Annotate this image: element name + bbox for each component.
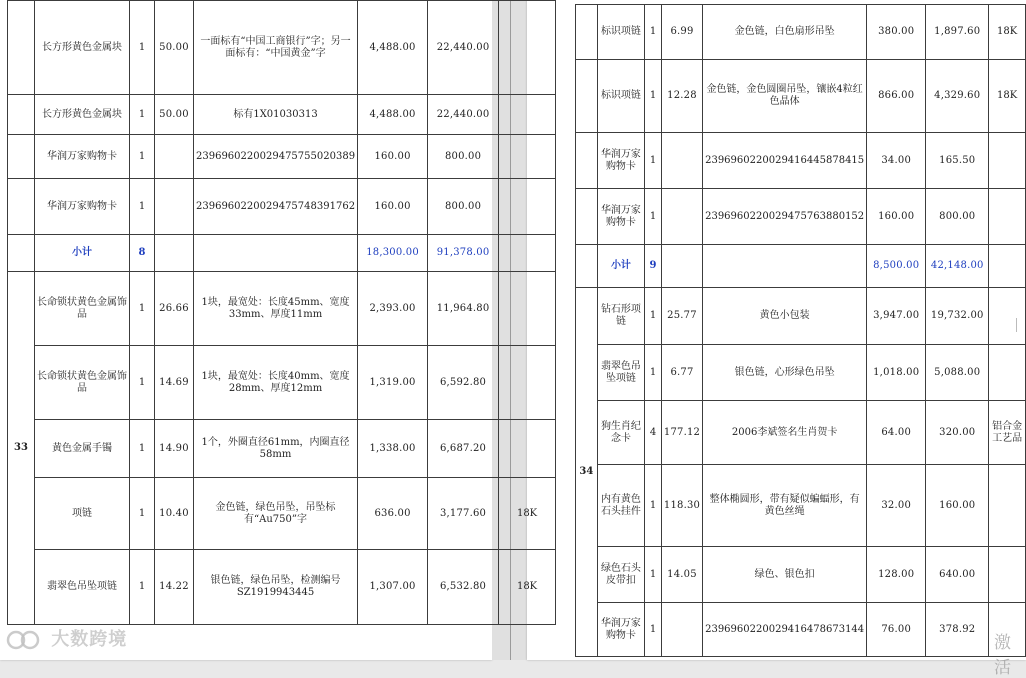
item-qty: 1	[645, 603, 662, 657]
item-weight: 14.22	[155, 550, 194, 625]
group-cell	[576, 189, 598, 245]
item-name: 钻石形项链	[597, 288, 644, 345]
item-note	[499, 1, 556, 95]
item-total: 160.00	[926, 465, 989, 547]
item-qty: 1	[645, 465, 662, 547]
item-unit-price: 64.00	[867, 401, 926, 465]
item-qty: 1	[130, 179, 155, 235]
table-row	[576, 465, 1026, 547]
watermark-text: 大数跨境	[51, 629, 128, 650]
item-desc: 银色链，心形绿色吊坠	[703, 345, 867, 401]
group-cell	[576, 60, 598, 133]
item-unit-price: 76.00	[867, 603, 926, 657]
subtotal-row	[8, 235, 556, 272]
table-row	[8, 272, 556, 346]
item-desc: 1块，最宽处：长度45mm、宽度33mm、厚度11mm	[194, 272, 358, 346]
item-total: 6,532.80	[428, 550, 499, 625]
item-unit-price: 160.00	[358, 179, 428, 235]
item-desc: 银色链，绿色吊坠，检测编号SZ1919943445	[194, 550, 358, 625]
item-name: 标识项链	[597, 60, 644, 133]
item-total: 3,177.60	[428, 478, 499, 550]
item-desc: 金色链，金色圆圈吊坠，镶嵌4粒红色晶体	[703, 60, 867, 133]
item-note	[499, 95, 556, 135]
inventory-table-left	[7, 0, 556, 625]
group-number: 34	[576, 288, 598, 657]
item-note	[499, 272, 556, 346]
watermark-logo-icon	[6, 629, 44, 651]
table-row	[576, 401, 1026, 465]
item-qty: 1	[130, 135, 155, 179]
subtotal-row	[576, 245, 1026, 288]
group-cell	[8, 1, 35, 95]
item-total: 320.00	[926, 401, 989, 465]
group-cell	[8, 179, 35, 235]
item-unit-price: 4,488.00	[358, 95, 428, 135]
item-desc: 金色链，白色扇形吊坠	[703, 5, 867, 60]
item-desc: 黄色小包装	[703, 288, 867, 345]
table-row	[576, 133, 1026, 189]
item-total: 6,687.20	[428, 420, 499, 478]
item-unit-price: 34.00	[867, 133, 926, 189]
subtotal-unit-price: 18,300.00	[358, 235, 428, 272]
item-weight: 14.90	[155, 420, 194, 478]
item-name: 华润万家购物卡	[597, 603, 644, 657]
item-unit-price: 1,307.00	[358, 550, 428, 625]
item-qty: 4	[645, 401, 662, 465]
item-total: 6,592.80	[428, 346, 499, 420]
item-name: 华润万家购物卡	[597, 133, 644, 189]
item-unit-price: 1,319.00	[358, 346, 428, 420]
item-note	[989, 133, 1026, 189]
item-unit-price: 866.00	[867, 60, 926, 133]
inventory-table-right	[575, 4, 1026, 657]
item-weight	[155, 179, 194, 235]
item-weight: 10.40	[155, 478, 194, 550]
item-name: 黄色金属手镯	[35, 420, 130, 478]
item-total: 640.00	[926, 547, 989, 603]
activation-hint: 激活	[994, 633, 1011, 678]
item-note: 18K	[989, 5, 1026, 60]
item-qty: 1	[645, 345, 662, 401]
group-cell	[576, 133, 598, 189]
item-note	[989, 465, 1026, 547]
item-total: 165.50	[926, 133, 989, 189]
item-weight: 50.00	[155, 1, 194, 95]
item-qty: 1	[130, 346, 155, 420]
table-row	[8, 420, 556, 478]
item-weight: 6.77	[661, 345, 702, 401]
item-desc: 金色链，绿色吊坠，吊坠标有“Au750”字	[194, 478, 358, 550]
item-desc: 整体椭圆形，带有疑似蝙蝠形，有黄色丝绳	[703, 465, 867, 547]
table-row	[576, 288, 1026, 345]
item-total: 5,088.00	[926, 345, 989, 401]
item-unit-price: 160.00	[867, 189, 926, 245]
item-note	[499, 179, 556, 235]
item-desc: 2006李斌签名生肖贺卡	[703, 401, 867, 465]
item-desc: 标有1X01030313	[194, 95, 358, 135]
item-name: 内有黄色石头挂件	[597, 465, 644, 547]
item-unit-price: 4,488.00	[358, 1, 428, 95]
table-row	[576, 547, 1026, 603]
table-row	[576, 60, 1026, 133]
item-unit-price: 636.00	[358, 478, 428, 550]
item-total: 378.92	[926, 603, 989, 657]
item-name: 长方形黄色金属块	[35, 95, 130, 135]
table-row	[8, 95, 556, 135]
item-name: 长命锁状黄色金属饰品	[35, 346, 130, 420]
table-row	[8, 1, 556, 95]
item-unit-price: 160.00	[358, 135, 428, 179]
item-weight: 50.00	[155, 95, 194, 135]
item-qty: 1	[645, 189, 662, 245]
item-unit-price: 3,947.00	[867, 288, 926, 345]
item-name: 狗生肖纪念卡	[597, 401, 644, 465]
item-desc: 2396960220029475755020389	[194, 135, 358, 179]
item-unit-price: 1,018.00	[867, 345, 926, 401]
item-weight: 25.77	[661, 288, 702, 345]
group-cell	[8, 95, 35, 135]
item-desc: 2396960220029475763880152	[703, 189, 867, 245]
subtotal-label: 小计	[35, 235, 130, 272]
table-row	[576, 5, 1026, 60]
item-qty: 1	[130, 420, 155, 478]
item-qty: 1	[645, 133, 662, 189]
table-row	[8, 179, 556, 235]
item-weight	[661, 189, 702, 245]
item-desc: 1块，最宽处：长度40mm、宽度28mm、厚度12mm	[194, 346, 358, 420]
item-qty: 1	[130, 550, 155, 625]
item-weight: 118.30	[661, 465, 702, 547]
subtotal-total: 91,378.00	[428, 235, 499, 272]
item-total: 22,440.00	[428, 95, 499, 135]
item-note	[989, 189, 1026, 245]
item-name: 项链	[35, 478, 130, 550]
item-name: 华润万家购物卡	[597, 189, 644, 245]
group-cell	[8, 135, 35, 179]
table-row	[576, 345, 1026, 401]
item-qty: 1	[130, 1, 155, 95]
item-name: 长命锁状黄色金属饰品	[35, 272, 130, 346]
item-note	[989, 547, 1026, 603]
item-unit-price: 1,338.00	[358, 420, 428, 478]
item-desc: 一面标有“中国工商银行”字；另一面标有：“中国黄金”字	[194, 1, 358, 95]
item-weight: 12.28	[661, 60, 702, 133]
item-name: 华润万家购物卡	[35, 179, 130, 235]
item-desc: 2396960220029416478673144	[703, 603, 867, 657]
table-row	[576, 189, 1026, 245]
item-desc: 1个，外圈直径61mm，内圈直径58mm	[194, 420, 358, 478]
item-qty: 1	[645, 5, 662, 60]
item-name: 翡翠色吊坠项链	[597, 345, 644, 401]
item-name: 翡翠色吊坠项链	[35, 550, 130, 625]
item-name: 绿色石头皮带扣	[597, 547, 644, 603]
item-note: 18K	[989, 60, 1026, 133]
subtotal-unit-price: 8,500.00	[867, 245, 926, 288]
item-note: 18K	[499, 550, 556, 625]
item-note: 铝合金工艺品	[989, 401, 1026, 465]
item-desc: 2396960220029416445878415	[703, 133, 867, 189]
item-unit-price: 32.00	[867, 465, 926, 547]
item-name: 长方形黄色金属块	[35, 1, 130, 95]
subtotal-qty: 9	[645, 245, 662, 288]
item-desc: 2396960220029475748391762	[194, 179, 358, 235]
item-weight	[155, 135, 194, 179]
item-note	[499, 346, 556, 420]
item-qty: 1	[645, 60, 662, 133]
item-qty: 1	[645, 288, 662, 345]
item-weight: 6.99	[661, 5, 702, 60]
table-row	[8, 478, 556, 550]
item-qty: 1	[130, 95, 155, 135]
item-total: 4,329.60	[926, 60, 989, 133]
item-qty: 1	[645, 547, 662, 603]
item-qty: 1	[130, 272, 155, 346]
item-unit-price: 380.00	[867, 5, 926, 60]
item-desc: 绿色、银色扣	[703, 547, 867, 603]
item-weight: 26.66	[155, 272, 194, 346]
item-note	[499, 135, 556, 179]
table-row	[8, 135, 556, 179]
group-cell	[8, 235, 35, 272]
item-name: 华润万家购物卡	[35, 135, 130, 179]
item-unit-price: 128.00	[867, 547, 926, 603]
item-note	[499, 420, 556, 478]
item-note: 18K	[499, 478, 556, 550]
item-weight: 14.69	[155, 346, 194, 420]
item-total: 1,897.60	[926, 5, 989, 60]
item-note	[989, 345, 1026, 401]
item-total: 22,440.00	[428, 1, 499, 95]
item-weight: 177.12	[661, 401, 702, 465]
item-weight: 14.05	[661, 547, 702, 603]
item-weight	[661, 603, 702, 657]
table-row	[8, 550, 556, 625]
table-row	[8, 346, 556, 420]
group-cell	[576, 5, 598, 60]
item-note	[989, 288, 1026, 345]
table-row	[576, 603, 1026, 657]
item-total: 800.00	[428, 135, 499, 179]
scroll-handle[interactable]	[1016, 318, 1026, 332]
group-number: 33	[8, 272, 35, 625]
group-cell	[576, 245, 598, 288]
item-qty: 1	[130, 478, 155, 550]
item-name: 标识项链	[597, 5, 644, 60]
item-total: 19,732.00	[926, 288, 989, 345]
watermark	[6, 625, 127, 651]
subtotal-label: 小计	[597, 245, 644, 288]
subtotal-total: 42,148.00	[926, 245, 989, 288]
item-total: 800.00	[428, 179, 499, 235]
subtotal-qty: 8	[130, 235, 155, 272]
item-unit-price: 2,393.00	[358, 272, 428, 346]
item-weight	[661, 133, 702, 189]
item-total: 800.00	[926, 189, 989, 245]
item-total: 11,964.80	[428, 272, 499, 346]
